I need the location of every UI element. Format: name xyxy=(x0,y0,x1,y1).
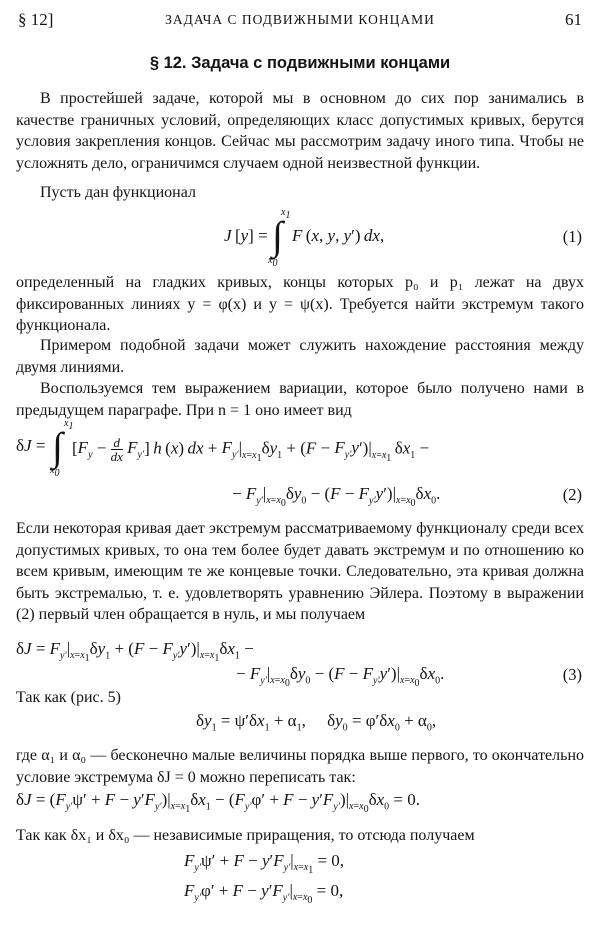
equation-3-number: (3) xyxy=(562,665,582,684)
paragraph-extremal: Если некоторая кривая дает экстремум рассматриваемому функционалу среди всех допустимых кривых, то она тем более будет давать экстремум и по отношению ко всем кривым, имеющим те же концевые точки. Следовательно, эта кривая должна быть экстремалью, т. е. удовлетворять уравнению Эйлера. Поэтому в выражении (2) первый член обращается в нуль, и мы получаем xyxy=(16,520,584,623)
equation-1-number: (1) xyxy=(562,227,582,246)
running-head xyxy=(18,10,582,36)
paragraph-independent: Так как δx₁ и δx₀ — независимые приращения, то отсюда получаем xyxy=(16,827,475,844)
running-title: ЗАДАЧА С ПОДВИЖНЫМИ КОНЦАМИ xyxy=(165,12,435,27)
equation-transversality-1: $F_{y'}\psi' + F - y'F_{y'}|_{x=x_1} = 0$, xyxy=(184,851,345,877)
page-number: 61 xyxy=(565,10,582,29)
paragraph-variation: Воспользуемся тем выражением вариации, которое было получено нами в предыдущем параграфе. При n = 1 оно имеет вид xyxy=(16,380,584,419)
equation-transversality-0: $F_{y'}\varphi' + F - y'F_{y'}|_{x=x_0} = 0$, xyxy=(184,881,344,907)
paragraph-smooth-curves: определенный на гладких кривых, концы которых p₀ и p₁ лежат на двух фиксированных линиях y = φ(x) и y = ψ(x). Требуется найти экстремум такого функционала. xyxy=(16,274,584,334)
paragraph-given-functional: Пусть дан функционал xyxy=(40,184,196,201)
equation-increments: $\delta y_1 = \psi'\delta x_1 + \alpha_1$, $\delta y_0 = \varphi'\delta x_0 + \alpha_0$, xyxy=(196,711,437,734)
paragraph-figure-ref: Так как (рис. 5) xyxy=(16,689,121,706)
paragraph-infinitesimals: где α₁ и α₀ — бесконечно малые величины порядка выше первого, то окончательно условие экстремума δJ = 0 можно переписать так: xyxy=(16,747,584,786)
section-ref: § 12] xyxy=(18,10,54,29)
paragraph-intro: В простейшей задаче, которой мы в основном до сих пор занимались в качестве граничных условий, определяющих класс допустимых кривых, берутся условия закрепления концов. Сейчас мы рассмотрим задачу иного типа. Чтобы не усложнять дело, ограничимся случаем одной неизвестной функции. xyxy=(16,90,584,172)
book-page: § 12] ЗАДАЧА С ПОДВИЖНЫМИ КОНЦАМИ 61 § 12. Задача с подвижными концами В простейшей задаче, которой мы в основном до сих пор занимались в качестве граничных условий, определяющих класс допустимых кривых, берутся условия закрепления концов. Сейчас мы рассмотрим задачу иного типа. Чтобы не усложнять дело, ограничимся случаем одной неизвестной функции. Пусть дан функционал $x_1$ ∫ $x_0$ J [y] = F (x, y, y′) dx, (1) определенный на гладких кривых, концы которых p₀ и p₁ лежат на двух фиксированных линиях y = φ(x) и y = ψ(x). Требуется найти экстремум такого функционала. Примером подобной задачи может служить нахождение расстояния между двумя линиями. Воспользуемся тем выражением вариации, которое было получено нами в предыдущем параграфе. При n = 1 оно имеет вид $x_1$ ∫ $x_0$ δJ = [$F_y$ − $\frac{d}{dx}$ $F_{y'}$] h (x) dx + $F_{y'}|_{x=x_1}\delta y_1 + (F - F_{y'}y')|_{x=x_1}$ $\delta x_1$ − − $F_{y'}|_{x=x_0}\delta y_0 - (F - F_{y'}y')|_{x=x_0}\delta x_0$. (2) Если некоторая кривая дает экстремум рассматриваемому функционалу среди всех допустимых кривых, то она тем более будет давать экстремум и по отношению ко всем кривым, имеющим те же концевые точки. Следовательно, эта кривая должна быть экстремалью, т. е. удовлетворять уравнению Эйлера. Поэтому в выражении (2) первый член обращается в нуль, и мы получаем $\delta J = F_{y'}|_{x=x_1}\delta y_1 + (F - F_{y'}y')|_{x=x_1}\delta x_1$ − − $F_{y'}|_{x=x_0}\delta y_0 - (F - F_{y'}y')|_{x=x_0}\delta x_0$. (3) Так как (рис. 5) $\delta y_1 = \psi'\delta x_1 + \alpha_1$, $\delta y_0 = \varphi'\delta x_0 + \alpha_0$, где α₁ и α₀ — бесконечно малые величины порядка выше первого, то окончательно условие экстремума δJ = 0 можно переписать так: $\delta J = (F_{y'}\psi' + F - y'F_{y'})|_{x=x_1}\delta x_1 - (F_{y'}\varphi' + F - y'F_{y'})|_{x=x_0}\delta x_0 = 0$. Так как δx₁ и δx₀ — независимые приращения, то отсюда получаем $F_{y'}\psi' + F - y'F_{y'}|_{x=x_1} = 0$, $F_{y'}\varphi' + F - y'F_{y'}|_{x=x_0} = 0$, xyxy=(0,0,600,938)
equation-extremum-condition: $\delta J = (F_{y'}\psi' + F - y'F_{y'})|_{x=x_1}\delta x_1 - (F_{y'}\varphi' + F - y'F_{y'})|_{x=x_0}\delta x_0 = 0$. xyxy=(16,790,420,816)
paragraph-example: Примером подобной задачи может служить нахождение расстояния между двумя линиями. xyxy=(16,337,584,376)
equation-2-number: (2) xyxy=(562,485,582,504)
section-title: § 12. Задача с подвижными концами xyxy=(149,54,451,72)
